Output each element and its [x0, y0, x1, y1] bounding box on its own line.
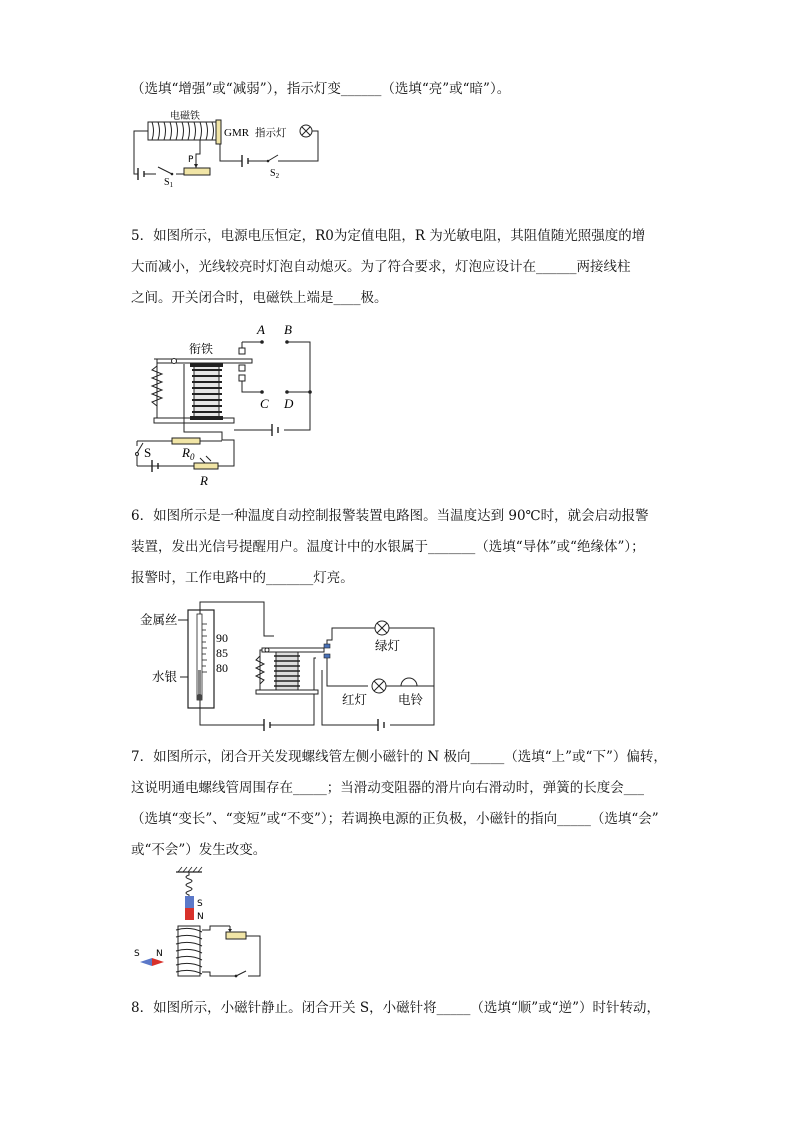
q6-tick-85: 85 [216, 646, 228, 660]
q4-electromagnet-label: 电磁铁 [170, 111, 200, 122]
q7-solenoid-figure [130, 866, 280, 996]
q6-tick-80: 80 [216, 661, 228, 675]
q4-gmr-label: GMR [224, 127, 250, 139]
q6-text-line2: 装置，发出光信号提醒用户。温度计中的水银属于_______（选填“导体”或“绝缘体”）； [131, 539, 645, 555]
q7-compass-n-label: N [156, 949, 163, 959]
q4-p-label: P [188, 155, 194, 165]
q7-text-line1: 7．如图所示，闭合开关发现螺线管左侧小磁针的 N 极向_____（选填“上”或“下”）偏转， [131, 749, 667, 765]
q6-alarm-circuit-figure [136, 600, 446, 740]
q5-text-line3: 之间。开关闭合时，电磁铁上端是____极。 [131, 290, 388, 306]
q5-r-label: R [200, 473, 208, 488]
q7-compass-s-label: S [134, 949, 140, 959]
q7-magnet-n-pole [185, 908, 194, 920]
q6-green-lamp-label: 绿灯 [375, 638, 401, 653]
q5-label-a: A [257, 322, 265, 337]
q5-text-line2: 大而减小，光线较亮时灯泡自动熄灭。为了符合要求，灯泡应设计在______两接线柱 [131, 259, 631, 275]
q7-text-line2: 这说明通电螺线管周围存在_____；当滑动变阻器的滑片向右滑动时，弹簧的长度会___ [131, 780, 644, 796]
q5-r0-label: $R_0$ [182, 445, 195, 462]
q5-label-c: C [260, 396, 269, 411]
q6-tick-90: 90 [216, 631, 228, 645]
q5-circuit-figure [132, 320, 332, 490]
q4-s2-label: $S_2$ [270, 168, 280, 180]
q4-indicator-label: 指示灯 [255, 127, 287, 139]
q5-armature-label: 衔铁 [189, 342, 214, 356]
q6-mercury-label: 水银 [152, 669, 178, 684]
q6-wire-label: 金属丝 [140, 612, 178, 627]
q7-text-line4: 或“不会”）发生改变。 [131, 842, 267, 858]
q7-magnet-s-label: S [197, 899, 203, 909]
q5-s-label: S [144, 445, 152, 460]
q7-text-line3: （选填“变长”、“变短”或“不变”）；若调换电源的正负极，小磁针的指向_____（选填“会” [131, 811, 659, 827]
q5-text-line1: 5．如图所示，电源电压恒定，R0为定值电阻，R 为光敏电阻，其阻值随光照强度的增 [131, 228, 646, 244]
q7-compass-s-half [140, 958, 152, 966]
q4-s1-label: $S_1$ [164, 177, 174, 189]
q6-bell-label: 电铃 [398, 692, 424, 707]
q4-text-line1: （选填“增强”或“减弱”），指示灯变______（选填“亮”或“暗”）。 [131, 81, 511, 97]
q5-label-b: B [284, 322, 292, 337]
q4-circuit-figure [128, 108, 328, 188]
q5-label-d: D [284, 396, 294, 411]
q7-magnet-s-pole [185, 896, 194, 908]
q6-text-line1: 6．如图所示是一种温度自动控制报警装置电路图。当温度达到 90℃时，就会启动报警 [131, 508, 649, 524]
q6-text-line3: 报警时，工作电路中的_______灯亮。 [131, 570, 354, 586]
q8-text-line1: 8．如图所示，小磁针静止。闭合开关 S，小磁针将_____（选填“顺”或“逆”）时针转动， [131, 1000, 660, 1016]
q6-red-lamp-label: 红灯 [342, 692, 368, 707]
q7-magnet-n-label: N [197, 912, 204, 922]
q7-compass-n-half [152, 958, 164, 966]
